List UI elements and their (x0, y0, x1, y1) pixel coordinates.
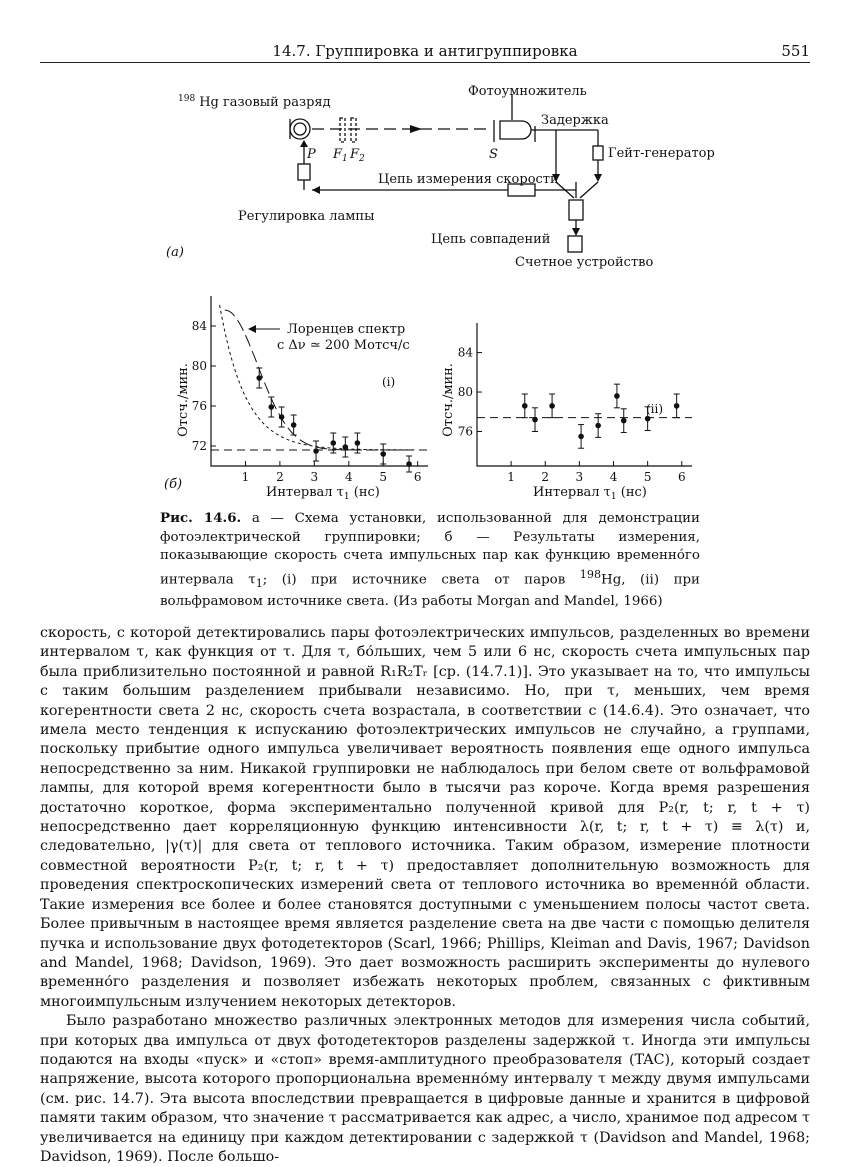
plot-axes (477, 323, 692, 466)
x-tick-label: 2 (541, 470, 550, 484)
lamp-source (290, 119, 310, 139)
y-tick-label: 76 (191, 399, 207, 413)
data-point (578, 434, 584, 440)
caption-sub: 1 (255, 576, 263, 590)
arrow-feedback (312, 186, 320, 194)
plot-title: (ii) (646, 402, 664, 416)
section-title: 14.7. Группировка и антигруппировка (272, 42, 578, 60)
data-point (256, 375, 262, 381)
label-source: $^{198}$ Hg газовый разряд (178, 94, 331, 110)
x-tick-label: 1 (507, 470, 515, 484)
caption-label: Рис. 14.6. (160, 510, 242, 526)
y-tick-label: 72 (191, 439, 207, 453)
to-coinc-right (580, 182, 598, 198)
panel-a-label: (a) (166, 245, 184, 260)
x-tick-label: 3 (575, 470, 584, 484)
body-text (40, 624, 810, 1167)
annotation-line1: Лоренцев спектр (287, 322, 406, 337)
x-tick-label: 2 (276, 470, 284, 484)
caption-sup: 198 (579, 567, 602, 581)
data-point (291, 422, 297, 428)
data-point (268, 404, 274, 410)
xlabel-ii: Интервал $\tau_1$ (нс) (533, 485, 647, 500)
beam-arrow (410, 125, 422, 133)
data-point (313, 448, 319, 454)
x-tick-label: 6 (413, 470, 422, 484)
x-tick-label: 4 (344, 470, 353, 484)
data-point (279, 414, 285, 420)
label-f2: $F_2$ (350, 147, 365, 164)
y-tick-label: 80 (457, 385, 473, 400)
arrow-gate (594, 174, 602, 182)
label-lamp: Регулировка лампы (238, 209, 375, 224)
xlabel-i: Интервал $\tau_1$ (нс) (266, 485, 380, 500)
data-point (355, 440, 361, 446)
counter-box (568, 236, 582, 252)
x-tick-label: 5 (379, 470, 388, 484)
x-tick-label: 4 (609, 470, 618, 484)
annotation-line2: с Δν ≃ 200 Мотсч/с (277, 338, 410, 353)
label-counter: Счетное устройство (515, 255, 654, 270)
arrow-counter (572, 228, 580, 236)
y-tick-label: 84 (191, 319, 207, 333)
photomultiplier (500, 121, 531, 139)
plot-title: (i) (382, 375, 396, 389)
label-speed: Цепь измерения скорости (378, 172, 559, 187)
data-point (674, 403, 680, 409)
caption-text-1: а — Схема установки, использованной для демонстрации фотоэлектрической группировки; б — Результаты измерения, показывающие скорость счета импульсных пар как функцию временно́го интервала τ (160, 511, 700, 587)
data-point (595, 423, 601, 429)
lamp-control-box (298, 164, 310, 180)
label-delay: Задержка (541, 113, 609, 128)
paragraph-1: скорость, с которой детектировались пары фотоэлектрических импульсов, разделенных во времени интервалом τ, как функция от τ. Для τ, бо́льших, чем 5 или 6 нс, скорость счета импульсных пар была приблизительно постоянной и равной R₁R₂Tᵣ [ср. (14.7.1)]. Это указывает на то, что импульсы с таким большим разделением прибывали независимо. Но, при τ, меньших, чем время когерентности света 2 нс, скорость счета возрастала, в соответствии с (14.6.4). Это означает, что имела место тенденция к испусканию фотоэлектрических импульсов не случайно, а группами, поскольку прибытие одного импульса увеличивает вероятность появления еще одного импульса непосредственно за ним. Никакой группировки не наблюдалось при белом свете от вольфрамовой лампы, для которой время когерентности было в тысячи раз короче. Когда время разрешения достаточно короткое, форма экспериментально полученной кривой для P₂(r, t; r, t + τ) непосредственно дает корреляционную функцию интенсивности λ(r, t; r, t + τ) ≡ λ(τ) и, следовательно, |γ(τ)| для света от теплового источника. Таким образом, измерение плотности совместной вероятности P₂(r, t; r, t + τ) предоставляет дополнительную возможность для проведения спектроскопических измерений света от теплового источника во временно́й области. Такие измерения все более и более становятся доступными с уменьшением полосы частот света. Более привычным в настоящее время является разделение света на две части с помощью делителя пучка и использование двух фотодетекторов (Scarl, 1966; Phillips, Kleiman and Davis, 1967; Davidson and Mandel, 1968; Davidson, 1969). Это дает возможность расширить эксперименты до нулевого временно́го разделения и позволяет избежать некоторых проблем, связанных с фиктивным многоимпульсным излучением некоторых детекторов. (40, 625, 810, 1010)
label-pmt: Фотоумножитель (468, 84, 587, 99)
data-point (343, 444, 349, 450)
annotation-arrow (248, 325, 256, 333)
y-tick-label: 84 (457, 345, 473, 360)
data-point (614, 393, 620, 399)
label-gate: Гейт-генератор (608, 146, 715, 161)
y-tick-label: 80 (191, 359, 207, 373)
label-coinc: Цепь совпадений (431, 232, 551, 247)
page-number: 551 (781, 42, 810, 60)
ylabel-ii: Отсч./мин. (441, 363, 456, 437)
data-point (645, 416, 651, 422)
label-f1: $F_1$ (333, 147, 348, 164)
x-tick-label: 5 (643, 470, 652, 484)
x-tick-label: 3 (310, 470, 319, 484)
coincidence-box (569, 200, 583, 220)
filter-f1 (340, 118, 345, 142)
figure-caption (160, 509, 700, 612)
panel-b-label: (б) (164, 477, 183, 492)
data-point (621, 418, 627, 424)
data-point (549, 403, 555, 409)
arrow-lamp (300, 140, 308, 147)
y-tick-label: 76 (457, 424, 473, 439)
plot-ii (458, 323, 692, 484)
x-tick-label: 6 (677, 470, 686, 484)
data-point (406, 461, 412, 467)
label-p: P (307, 147, 316, 162)
caption-text-2: ; (i) при источнике света от паров (262, 571, 580, 587)
gate-generator-box (593, 146, 603, 160)
lamp-inner (294, 123, 306, 135)
paragraph-2: Было разработано множество различных электронных методов для измерения числа событий, при которых два импульса от двух фотодетекторов разделены задержкой τ. Иногда эти импульсы подаются на входы «пуск» и «стоп» время-амплитудного преобразователя (TAC), который создает напряжение, высота которого пропорциональна временно́му интервалу τ между двумя импульсами (см. рис. 14.7). Эта высота впоследствии превращается в цифровые данные и хранится в цифровой памяти таким образом, что значение τ рассматривается как адрес, а число, хранимое под адресом τ увеличивается на единицу при каждом детектировании с задержкой τ (Davidson and Mandel, 1968; Davidson, 1969). После большо- (40, 1013, 810, 1165)
label-s: S (489, 147, 498, 162)
data-point (522, 403, 528, 409)
figure-14-6 (0, 70, 855, 500)
x-tick-label: 1 (241, 470, 250, 484)
running-header (40, 36, 810, 63)
ylabel-i: Отсч./мин. (176, 363, 191, 437)
data-point (380, 451, 386, 457)
filter-f2 (351, 118, 356, 142)
data-point (330, 440, 336, 446)
caption-text-3: Hg, (ii) при вольфрамовом источнике света. (Из работы Morgan and Mandel, 1966) (160, 571, 700, 610)
data-point (532, 417, 538, 423)
